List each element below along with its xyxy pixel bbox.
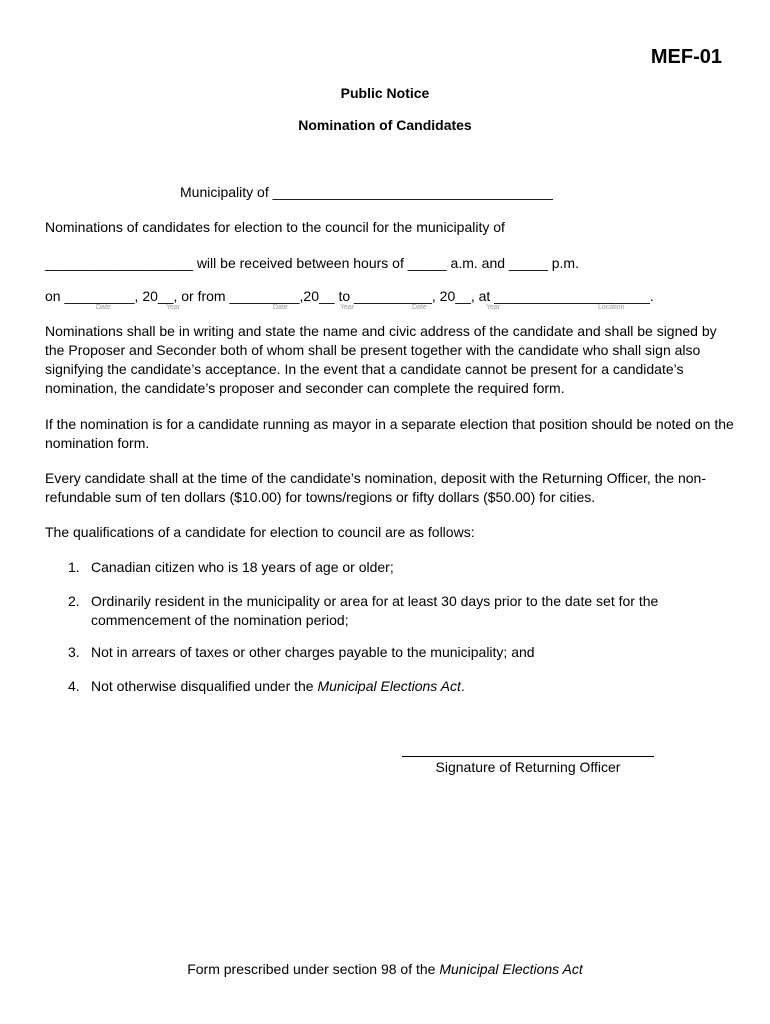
municipality-line: Municipality of ____________________________________ bbox=[180, 184, 553, 200]
hint-date-1: Date bbox=[96, 304, 111, 311]
hint-year-2: Year bbox=[340, 304, 355, 311]
list-item-text: Not in arrears of taxes or other charges payable to the municipality; and bbox=[91, 644, 535, 660]
hint-location: Location bbox=[598, 304, 625, 311]
dates-line: on _________, 20__, or from _________,20__ to __________, 20__, at ____________________. bbox=[45, 288, 654, 304]
notice-heading: Public Notice bbox=[340, 85, 430, 101]
paragraph-nomination-requirements: Nominations shall be in writing and state the name and civic address of the candidate and shall be signed by the Proposer and Seconder both of whom shall be present together with the candidate who shall sign also signifying the candidate’s acceptance. In the event that a candidate cannot be present for a candidate’s nomination, the candidate’s proposer and seconder can complete the required form. bbox=[45, 323, 717, 396]
hours-line: ___________________ will be received between hours of _____ a.m. and _____ p.m. bbox=[45, 255, 579, 271]
list-item-number: 3. bbox=[68, 644, 80, 660]
paragraph-mayor: If the nomination is for a candidate running as mayor in a separate election that position should be noted on the nomination form. bbox=[45, 416, 734, 451]
hint-date-3: Date bbox=[412, 304, 427, 311]
list-item-number: 1. bbox=[68, 559, 80, 575]
footer bbox=[0, 961, 770, 977]
list-item-number: 4. bbox=[68, 678, 80, 694]
paragraph-deposit: Every candidate shall at the time of the candidate’s nomination, deposit with the Returning Officer, the non-refundable sum of ten dollars ($10.00) for towns/regions or fifty dollars ($50.00) for cities. bbox=[45, 470, 706, 505]
signature-line bbox=[402, 756, 654, 757]
list-item bbox=[68, 643, 728, 662]
list-item-text: Ordinarily resident in the municipality or area for at least 30 days prior to the date set for the commencement of the nomination period; bbox=[91, 593, 659, 628]
intro-line: Nominations of candidates for election to the council for the municipality of bbox=[45, 219, 505, 235]
act-name: Municipal Elections Act bbox=[317, 678, 461, 694]
list-item-text: Canadian citizen who is 18 years of age or older; bbox=[91, 559, 394, 575]
list-item-text bbox=[68, 677, 728, 696]
signature-label: Signature of Returning Officer bbox=[435, 759, 621, 775]
hint-year-1: Year bbox=[166, 304, 181, 311]
list-item-text-before: Not otherwise disqualified under the bbox=[91, 678, 318, 694]
list-item bbox=[68, 558, 728, 577]
footer-text: Form prescribed under section 98 of the bbox=[187, 961, 440, 977]
list-item-number: 2. bbox=[68, 593, 80, 609]
hint-date-2: Date bbox=[273, 304, 288, 311]
hint-year-3: Year bbox=[486, 304, 501, 311]
footer-act-name: Municipal Elections Act bbox=[439, 961, 583, 977]
list-item bbox=[68, 677, 728, 696]
notice-subheading: Nomination of Candidates bbox=[298, 117, 472, 133]
list-item bbox=[68, 592, 728, 630]
form-code: MEF-01 bbox=[650, 46, 722, 68]
qualifications-intro: The qualifications of a candidate for election to council are as follows: bbox=[45, 524, 475, 540]
list-item-text-after: . bbox=[460, 678, 465, 694]
dates-hints bbox=[0, 304, 770, 314]
